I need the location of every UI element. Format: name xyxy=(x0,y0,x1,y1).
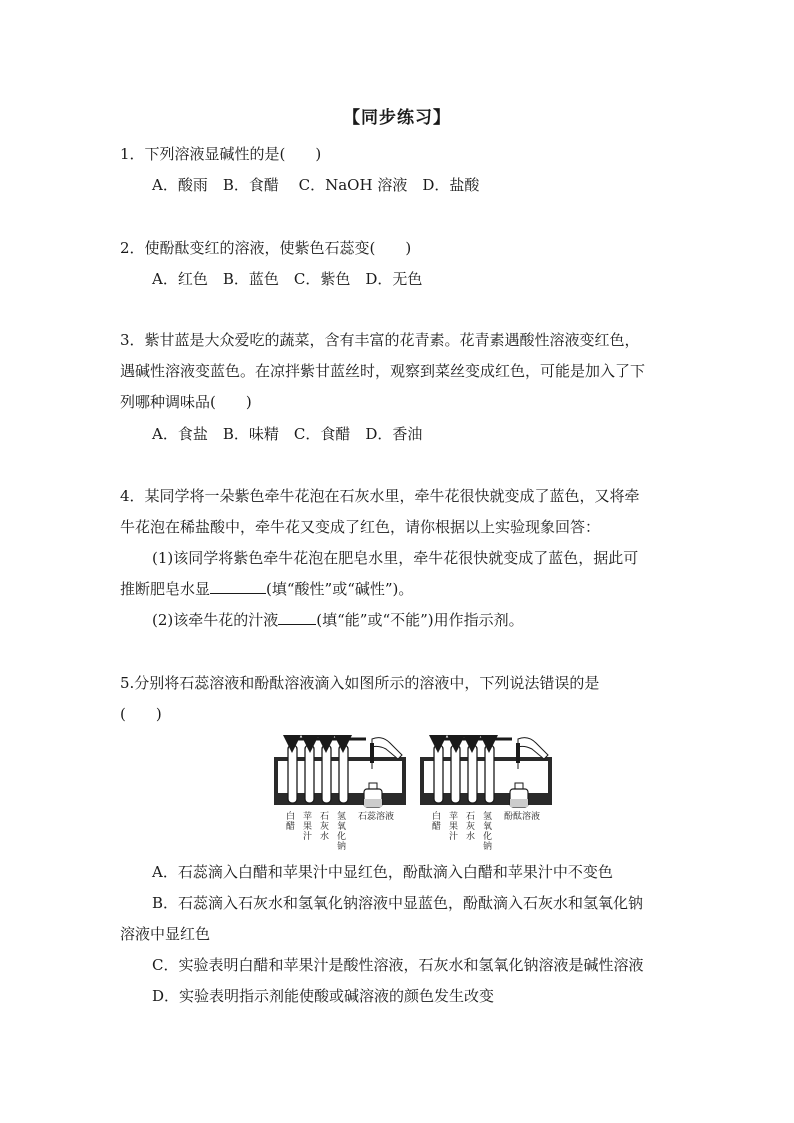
left-reagent-label: 石蕊溶液 xyxy=(358,812,395,822)
page-title: 【同步练习】 xyxy=(343,108,451,128)
question-4-sub-1-prefix: 推断肥皂水显 xyxy=(120,580,211,598)
question-1 xyxy=(120,139,680,170)
question-5-option-d: D．实验表明指示剂能使酸或碱溶液的颜色发生改变 xyxy=(152,987,495,1005)
question-4-line-2: 牛花泡在稀盐酸中，牵牛花又变成了红色，请你根据以上实验现象回答： xyxy=(120,518,601,536)
question-4-line-1: 4．某同学将一朵紫色牵牛花泡在石灰水里，牵牛花很快就变成了蓝色，又将牵 xyxy=(120,487,640,505)
right-bottle-liquid xyxy=(510,799,528,807)
right-arrows xyxy=(438,739,512,744)
right-tube-2 xyxy=(451,745,460,803)
question-3-line-3: 列哪种调味品( ) xyxy=(120,393,252,411)
question-2-stem: 2．使酚酞变红的溶液，使紫色石蕊变( ) xyxy=(120,239,412,257)
left-dropper xyxy=(370,743,374,763)
right-label-1: 白醋 xyxy=(432,812,442,832)
question-4-sub-2 xyxy=(120,605,680,636)
left-arrows xyxy=(292,739,366,744)
right-tube-1 xyxy=(434,745,443,803)
right-arrow-1 xyxy=(438,739,512,744)
left-bottle-neck xyxy=(369,783,377,789)
question-5-line-1: 5.分别将石蕊溶液和酚酞溶液滴入如图所示的溶液中，下列说法错误的是 xyxy=(120,674,600,692)
question-4-sub-1-suffix: (填“酸性”或“碱性”)。 xyxy=(266,580,414,598)
experiment-figure xyxy=(268,735,558,851)
right-bottle-neck xyxy=(515,783,523,789)
right-label-2: 苹果汁 xyxy=(449,812,459,842)
test-tube-diagram xyxy=(268,735,558,851)
left-hand-shape xyxy=(372,738,402,759)
question-5-option-c: C．实验表明白醋和苹果汁是酸性溶液，石灰水和氢氧化钠溶液是碱性溶液 xyxy=(152,956,644,974)
right-reagent-label: 酚酞溶液 xyxy=(504,812,541,822)
left-arrow-1 xyxy=(292,739,366,744)
question-2-options: A．红色 B．蓝色 C．紫色 D．无色 xyxy=(152,270,423,288)
left-tube-3 xyxy=(322,745,331,803)
question-3-line-1: 3．紫甘蓝是大众爱吃的蔬菜，含有丰富的花青素。花青素遇酸性溶液变红色， xyxy=(120,331,640,349)
right-hand-shape xyxy=(518,738,548,759)
left-label-3: 石灰水 xyxy=(320,812,330,842)
question-4-sub-1-line-2 xyxy=(120,574,680,605)
question-4-sub-2-prefix: (2)该牵牛花的汁液 xyxy=(152,611,279,629)
answer-blank-1[interactable] xyxy=(210,578,266,594)
question-2 xyxy=(120,233,680,264)
left-label-1: 白醋 xyxy=(286,812,296,832)
left-tube-4 xyxy=(339,745,348,803)
right-dropper xyxy=(516,743,520,763)
right-rack-group xyxy=(420,738,552,851)
question-4 xyxy=(120,481,680,636)
left-rack-group xyxy=(274,738,406,851)
question-5-line-2: ( ) xyxy=(120,705,162,723)
left-label-2: 苹果汁 xyxy=(303,812,313,842)
left-bottle-liquid xyxy=(364,799,382,807)
question-3-options: A．食盐 B．味精 C．食醋 D．香油 xyxy=(152,425,423,443)
question-3-line-2: 遇碱性溶液变蓝色。在凉拌紫甘蓝丝时，观察到菜丝变成红色，可能是加入了下 xyxy=(120,362,646,380)
question-5-option-a: A．石蕊滴入白醋和苹果汁中显红色，酚酞滴入白醋和苹果汁中不变色 xyxy=(152,863,613,881)
question-1-options: A．酸雨 B．食醋 C．NaOH 溶液 D．盐酸 xyxy=(152,176,480,194)
answer-blank-2[interactable] xyxy=(278,609,316,625)
left-tube-1 xyxy=(288,745,297,803)
right-tube-4 xyxy=(485,745,494,803)
left-label-4: 氢氧化钠 xyxy=(337,812,347,851)
question-5-option-b-line-1: B．石蕊滴入石灰水和氢氧化钠溶液中显蓝色，酚酞滴入石灰水和氢氧化钠 xyxy=(152,894,644,912)
question-3 xyxy=(120,325,680,418)
right-label-4: 氢氧化钠 xyxy=(483,812,493,851)
question-5 xyxy=(120,668,680,730)
right-tube-3 xyxy=(468,745,477,803)
question-1-stem: 1．下列溶液显碱性的是( ) xyxy=(120,145,322,163)
question-4-sub-2-suffix: (填“能”或“不能”)用作指示剂。 xyxy=(316,611,524,629)
right-label-3: 石灰水 xyxy=(466,812,476,842)
question-4-sub-1-line-1: (1)该同学将紫色牵牛花泡在肥皂水里，牵牛花很快就变成了蓝色，据此可 xyxy=(152,549,639,567)
question-5-options xyxy=(120,857,680,1012)
question-5-option-b-line-2: 溶液中显红色 xyxy=(120,925,211,943)
left-tube-2 xyxy=(305,745,314,803)
